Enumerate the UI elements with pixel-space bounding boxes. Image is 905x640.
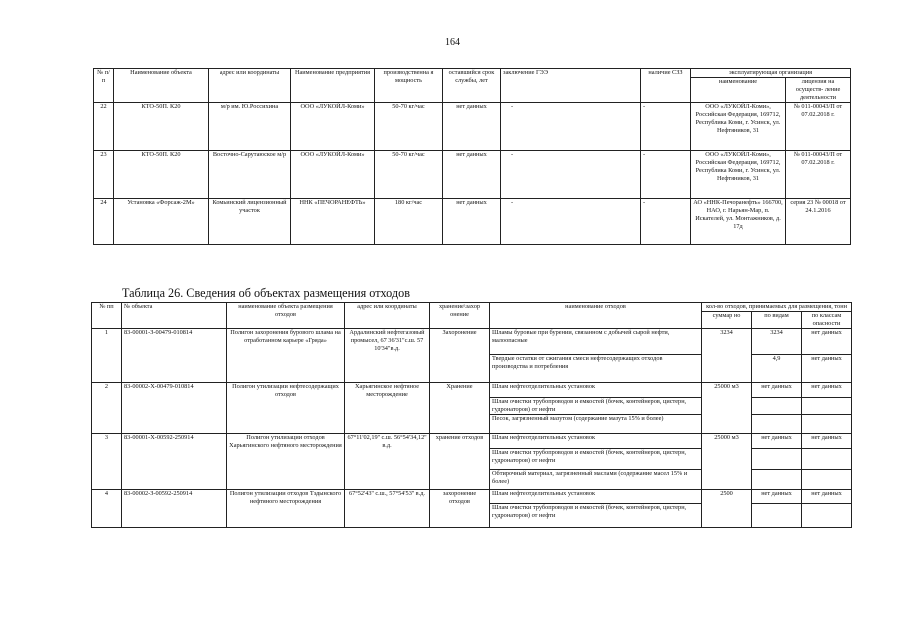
cell-org-license: серия 23 № 00018 от 24.1.2016 (786, 199, 851, 245)
cell-purpose: Хранение (430, 383, 490, 434)
waste-sites-table (91, 302, 852, 528)
cell-num: 4 (92, 490, 122, 528)
cell-address: Харьягинское нефтяное месторождение (345, 383, 430, 434)
cell-org-name: ООО «ЛУКОЙЛ-Коми», Российская Федерация, 169712, Республика Коми, г. Усинск, ул. Нефтяников, 31 (691, 103, 786, 151)
cell-object-number: 83-00002-З-00592-250914 (122, 490, 227, 528)
cell-quantity-by-type (752, 398, 802, 415)
cell-waste-name: Песок, загрязненный мазутом (содержание мазута 15% и более) (490, 415, 702, 434)
header-object-number: № объекта (122, 303, 227, 329)
cell-capacity: 50-70 кг/час (375, 103, 443, 151)
cell-num: 2 (92, 383, 122, 434)
cell-waste-name: Твердые остатки от сжигания смеси нефтесодержащих отходов производства и потребления (490, 355, 702, 383)
header-gee: заключение ГЭЭ (501, 69, 641, 103)
header-address: адрес или координаты (345, 303, 430, 329)
cell-quantity-total: 25000 м3 (702, 383, 752, 434)
cell-name: Установка «Форсаж-2М» (114, 199, 209, 245)
cell-waste-name: Шлам нефтеотделительных установок (490, 434, 702, 449)
cell-num: 24 (94, 199, 114, 245)
cell-address: Восточно-Сарутаюское м/р (209, 151, 291, 199)
cell-waste-name: Шлам нефтеотделительных установок (490, 490, 702, 504)
cell-enterprise: ННК «ПЕЧОРАНЕФТЬ» (291, 199, 375, 245)
cell-quantity-total: 2500 (702, 490, 752, 528)
page-number: 164 (445, 37, 460, 48)
cell-szz: - (641, 151, 691, 199)
header-org-name: наименование (691, 78, 786, 103)
cell-quantity-by-type: нет данных (752, 490, 802, 504)
cell-gee: - (501, 151, 641, 199)
cell-enterprise: ООО «ЛУКОЙЛ-Коми» (291, 151, 375, 199)
cell-quantity-by-class (802, 415, 852, 434)
cell-site-name: Полигон захоронения бурового шлама на отработанном карьере «Гряда» (227, 329, 345, 383)
cell-waste-name: Шлам нефтеотделительных установок (490, 383, 702, 398)
cell-quantity-by-class (802, 504, 852, 528)
header-purpose: хранение\захор онение (430, 303, 490, 329)
cell-term: нет данных (443, 103, 501, 151)
cell-quantity-by-type (752, 415, 802, 434)
cell-num: 1 (92, 329, 122, 383)
table-row (94, 199, 851, 245)
table-row (92, 383, 852, 398)
cell-address: м/р им. Ю.Россихина (209, 103, 291, 151)
cell-szz: - (641, 199, 691, 245)
cell-name: КТО-50П. К20 (114, 151, 209, 199)
header-num: № пп (92, 303, 122, 329)
table-caption: Таблица 26. Сведения об объектах размещения отходов (122, 286, 410, 300)
cell-quantity-by-class (802, 398, 852, 415)
cell-quantity-by-type (752, 504, 802, 528)
header-site-name: наименование объекта размещения отходов (227, 303, 345, 329)
cell-quantity-by-class: нет данных (802, 490, 852, 504)
cell-quantity-by-type: 4,9 (752, 355, 802, 383)
cell-quantity-by-type: нет данных (752, 434, 802, 449)
cell-org-name: ООО «ЛУКОЙЛ-Коми», Российская Федерация, 169712, Республика Коми, г. Усинск, ул. Нефтяников, 31 (691, 151, 786, 199)
cell-object-number: 83-00001-З-00479-010814 (122, 329, 227, 383)
header-quantity-group: кол-во отходов, принимаемых для размещения, тонн (702, 303, 852, 312)
cell-quantity-by-class: нет данных (802, 355, 852, 383)
cell-term: нет данных (443, 199, 501, 245)
cell-quantity-by-class: нет данных (802, 434, 852, 449)
cell-site-name: Полигон утилизации нефтесодержащих отходов (227, 383, 345, 434)
table-row (94, 103, 851, 151)
cell-purpose: Захоронение (430, 329, 490, 383)
cell-quantity-by-class: нет данных (802, 329, 852, 355)
facilities-table (93, 68, 851, 245)
cell-address: 67°52'43'' с.ш., 57°54'53'' в.д. (345, 490, 430, 528)
cell-object-number: 83-00002-Х-00479-010814 (122, 383, 227, 434)
cell-quantity-by-class: нет данных (802, 383, 852, 398)
table-row (94, 151, 851, 199)
cell-org-license: № 011-00043/П от 07.02.2018 г. (786, 151, 851, 199)
cell-address: Комьинский лицензионный участок (209, 199, 291, 245)
table-row (92, 329, 852, 355)
header-org-license: лицензия на осуществ- ление деятельности (786, 78, 851, 103)
header-org-group: эксплуатирующая организация (691, 69, 851, 78)
table-row (92, 490, 852, 504)
cell-purpose: захоронение отходов (430, 490, 490, 528)
cell-address: 67°11'02,19'' с.ш. 56°54'34,12'' в.д. (345, 434, 430, 490)
cell-num: 3 (92, 434, 122, 490)
cell-waste-name: Шлам очистки трубопроводов и емкостей (бочек, контейнеров, цистерн, гудронаторов) от нефти (490, 449, 702, 470)
cell-enterprise: ООО «ЛУКОЙЛ-Коми» (291, 103, 375, 151)
cell-gee: - (501, 199, 641, 245)
cell-szz: - (641, 103, 691, 151)
cell-object-number: 83-00001-Х-00592-250914 (122, 434, 227, 490)
cell-capacity: 180 кг/час (375, 199, 443, 245)
header-quantity-by-class: по классам опасности (802, 312, 852, 329)
cell-waste-name: Шламы буровые при бурении, связанном с добычей сырой нефти, малоопасные (490, 329, 702, 355)
cell-org-name: АО «ННК-Печоранефть» 166700, НАО, г. Нарьян-Мар, п. Искателей, ул. Монтажников, д. 17д (691, 199, 786, 245)
cell-site-name: Полигон утилизации отходов Харьягинского нефтяного месторождения (227, 434, 345, 490)
cell-quantity-by-type (752, 449, 802, 470)
header-address: адрес или координаты (209, 69, 291, 103)
cell-waste-name: Обтирочный материал, загрязненный маслами (содержание масел 15% и более) (490, 470, 702, 490)
header-capacity: производственна я мощность (375, 69, 443, 103)
header-num: № п/ п (94, 69, 114, 103)
header-szz: наличие СЗЗ (641, 69, 691, 103)
header-name: Наименование объекта (114, 69, 209, 103)
header-quantity-total: суммар но (702, 312, 752, 329)
cell-capacity: 50-70 кг/час (375, 151, 443, 199)
cell-num: 23 (94, 151, 114, 199)
cell-quantity-total: 3234 (702, 329, 752, 383)
cell-gee: - (501, 103, 641, 151)
cell-quantity-total: 25000 м3 (702, 434, 752, 490)
header-term: оставшийся срок службы, лет (443, 69, 501, 103)
cell-address: Ардалинский нефтегазовый промысел, 67 36'31"с.ш. 57 10'34"в.д. (345, 329, 430, 383)
cell-name: КТО-50П. К20 (114, 103, 209, 151)
cell-quantity-by-class (802, 470, 852, 490)
cell-purpose: хранение отходов (430, 434, 490, 490)
table-row (92, 434, 852, 449)
header-waste-name: наименование отходов (490, 303, 702, 329)
cell-quantity-by-type (752, 470, 802, 490)
cell-term: нет данных (443, 151, 501, 199)
cell-quantity-by-type: 3234 (752, 329, 802, 355)
cell-quantity-by-type: нет данных (752, 383, 802, 398)
header-quantity-by-type: по видам (752, 312, 802, 329)
cell-waste-name: Шлам очистки трубопроводов и емкостей (бочек, контейнеров, цистерн, гудронаторов) от нефти (490, 504, 702, 528)
cell-org-license: № 011-00043/П от 07.02.2018 г. (786, 103, 851, 151)
cell-site-name: Полигон утилизации отходов Тэдынского нефтяного месторождения (227, 490, 345, 528)
header-enterprise: Наименование предприятия (291, 69, 375, 103)
cell-quantity-by-class (802, 449, 852, 470)
cell-num: 22 (94, 103, 114, 151)
cell-waste-name: Шлам очистки трубопроводов и емкостей (бочек, контейнеров, цистерн, гудронаторов) от нефти (490, 398, 702, 415)
